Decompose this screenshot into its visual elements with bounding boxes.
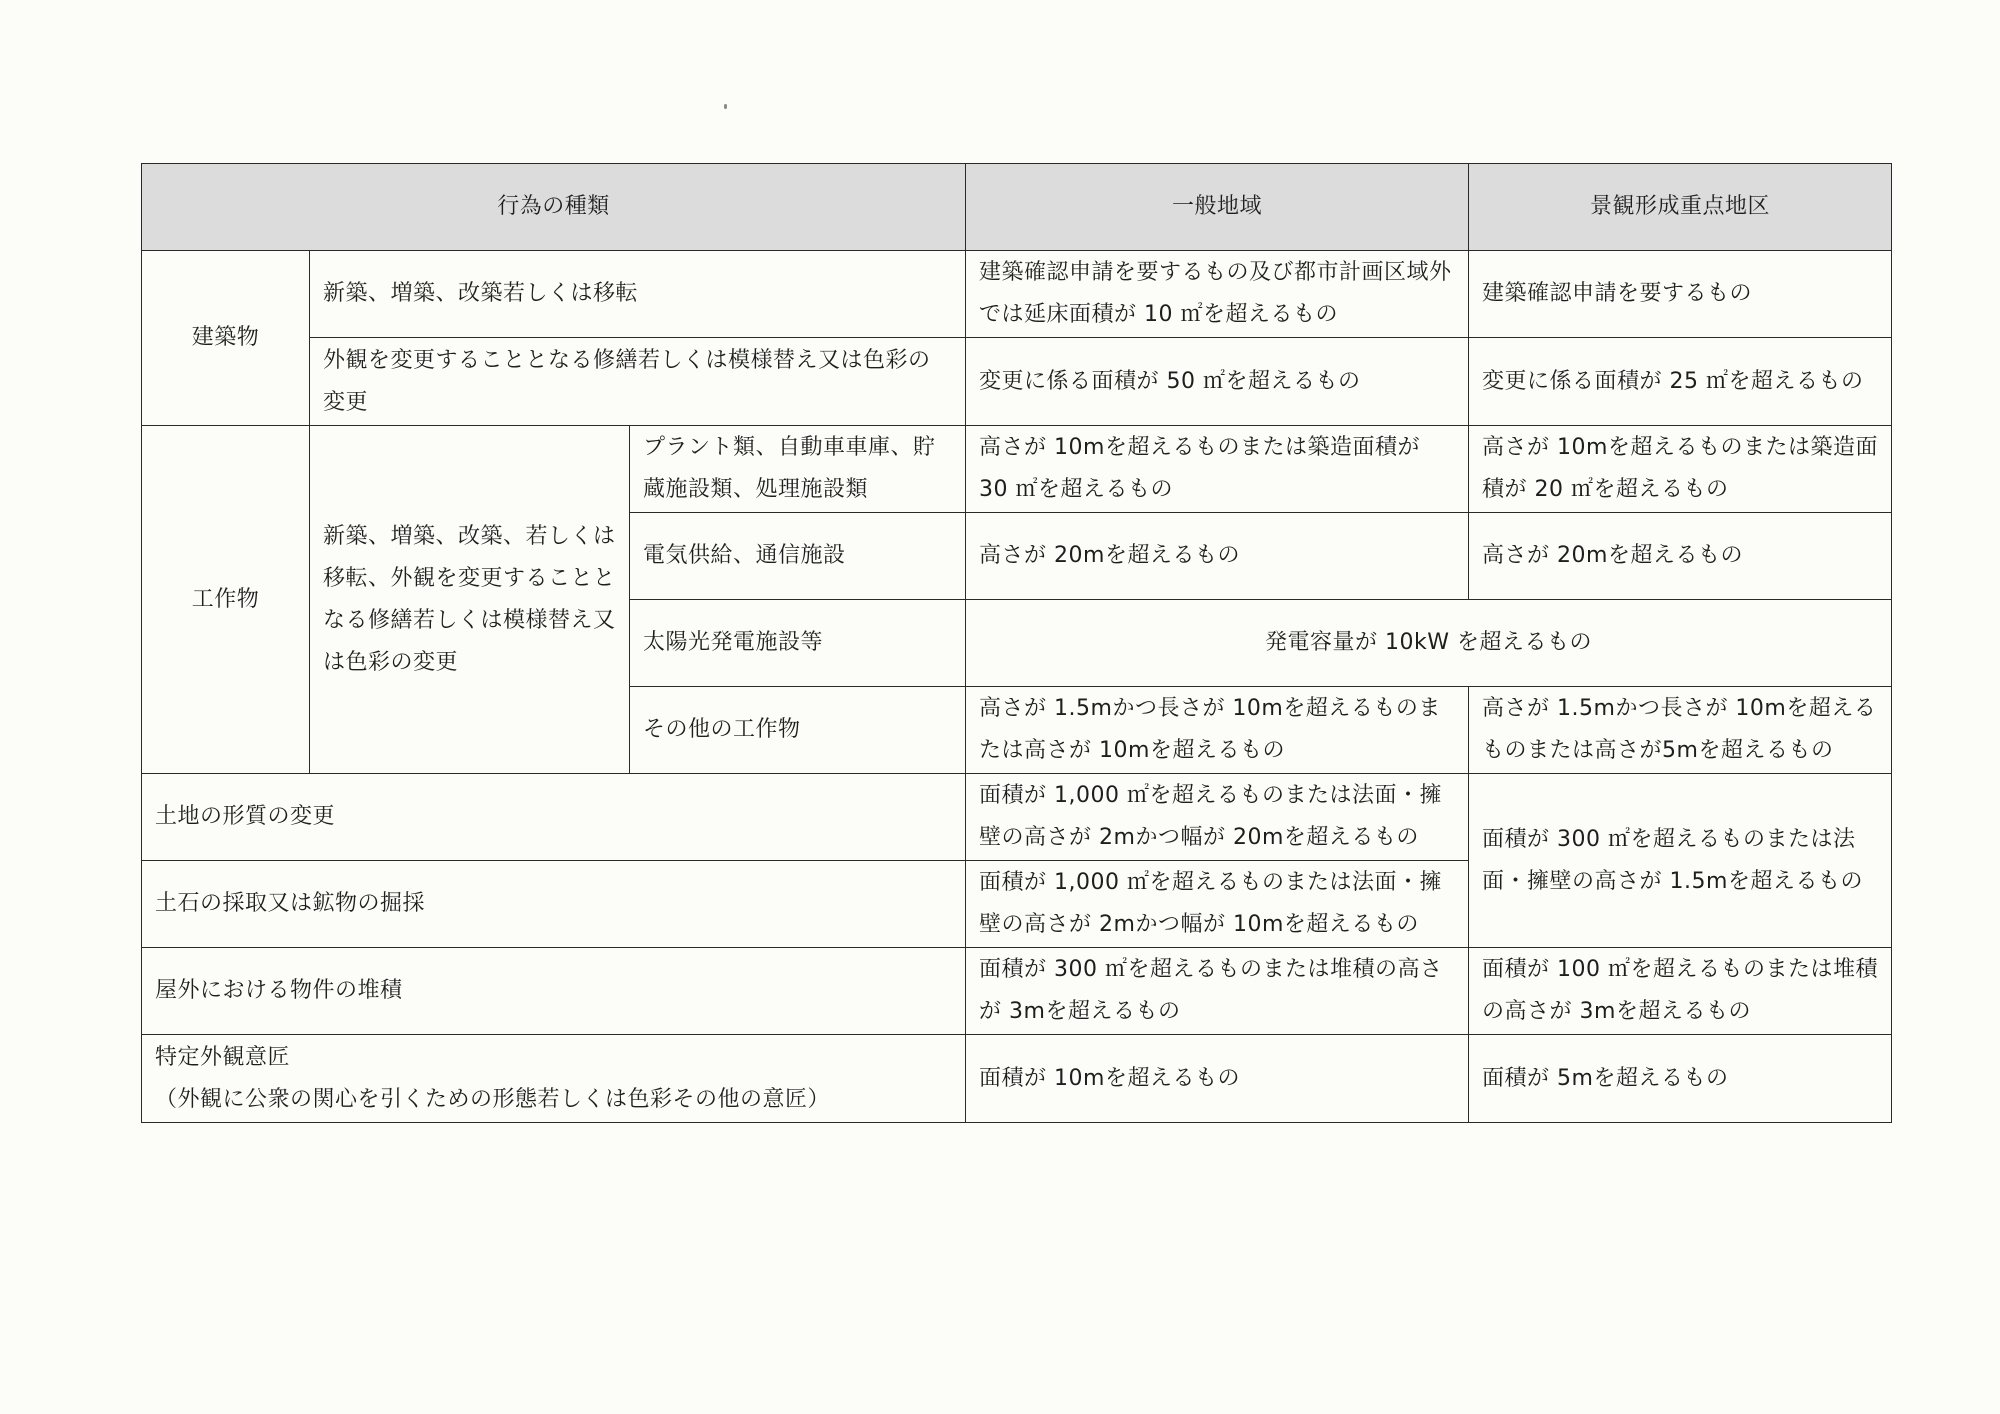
- special-design-priority: 面積が 5mを超えるもの: [1469, 1035, 1892, 1123]
- structure-solar-threshold: 発電容量が 10kW を超えるもの: [966, 600, 1892, 687]
- structure-category: 工作物: [142, 426, 310, 774]
- land-form-label: 土地の形質の変更: [142, 774, 966, 861]
- structure-other-label: その他の工作物: [630, 687, 966, 774]
- building-new-build-label: 新築、増築、改築若しくは移転: [310, 251, 966, 338]
- outdoor-storage-priority: 面積が 100 ㎡を超えるものまたは堆積の高さが 3mを超えるもの: [1469, 948, 1892, 1035]
- special-design-label: 特定外観意匠: [155, 1044, 291, 1070]
- table-row: [142, 774, 1892, 861]
- outdoor-storage-general: 面積が 300 ㎡を超えるものまたは堆積の高さが 3mを超えるもの: [966, 948, 1469, 1035]
- building-exterior-change-general: 変更に係る面積が 50 ㎡を超えるもの: [966, 338, 1469, 426]
- soil-extraction-general: 面積が 1,000 ㎡を超えるものまたは法面・擁壁の高さが 2mかつ幅が 10mを超えるもの: [966, 861, 1469, 948]
- structure-electric-label: 電気供給、通信施設: [630, 513, 966, 600]
- structure-plant-general: 高さが 10mを超えるものまたは築造面積が 30 ㎡を超えるもの: [966, 426, 1469, 513]
- structure-electric-general: 高さが 20mを超えるもの: [966, 513, 1469, 600]
- table-row: [142, 948, 1892, 1035]
- table-row: [142, 1035, 1892, 1123]
- building-exterior-change-priority: 変更に係る面積が 25 ㎡を超えるもの: [1469, 338, 1892, 426]
- header-general-area: 一般地域: [966, 164, 1469, 251]
- table-row: [142, 426, 1892, 513]
- table-row: [142, 251, 1892, 338]
- structure-other-priority: 高さが 1.5mかつ長さが 10mを超えるものまたは高さが5mを超えるもの: [1469, 687, 1892, 774]
- special-design-cell: [142, 1035, 966, 1123]
- scan-speck: [724, 104, 727, 109]
- structure-electric-priority: 高さが 20mを超えるもの: [1469, 513, 1892, 600]
- building-new-build-priority: 建築確認申請を要するもの: [1469, 251, 1892, 338]
- structure-plant-priority: 高さが 10mを超えるものまたは築造面積が 20 ㎡を超えるもの: [1469, 426, 1892, 513]
- building-category: 建築物: [142, 251, 310, 426]
- outdoor-storage-label: 屋外における物件の堆積: [142, 948, 966, 1035]
- header-row: [142, 164, 1892, 251]
- landscape-regulation-table: [141, 163, 1892, 1123]
- structure-other-general: 高さが 1.5mかつ長さが 10mを超えるものまたは高さが 10mを超えるもの: [966, 687, 1469, 774]
- structure-plant-label: プラント類、自動車車庫、貯蔵施設類、処理施設類: [630, 426, 966, 513]
- header-activity-type: 行為の種類: [142, 164, 966, 251]
- special-design-note: （外観に公衆の関心を引くための形態若しくは色彩その他の意匠）: [155, 1086, 831, 1112]
- header-priority-district: 景観形成重点地区: [1469, 164, 1892, 251]
- table-row: [142, 338, 1892, 426]
- land-form-general: 面積が 1,000 ㎡を超えるものまたは法面・擁壁の高さが 2mかつ幅が 20mを超えるもの: [966, 774, 1469, 861]
- soil-extraction-label: 土石の採取又は鉱物の掘採: [142, 861, 966, 948]
- land-shared-priority: 面積が 300 ㎡を超えるものまたは法面・擁壁の高さが 1.5mを超えるもの: [1469, 774, 1892, 948]
- special-design-general: 面積が 10mを超えるもの: [966, 1035, 1469, 1123]
- building-exterior-change-label: 外観を変更することとなる修繕若しくは模様替え又は色彩の変更: [310, 338, 966, 426]
- building-new-build-general: 建築確認申請を要するもの及び都市計画区域外では延床面積が 10 ㎡を超えるもの: [966, 251, 1469, 338]
- structure-activity: 新築、増築、改築、若しくは移転、外観を変更することとなる修繕若しくは模様替え又は色彩の変更: [310, 426, 630, 774]
- structure-solar-label: 太陽光発電施設等: [630, 600, 966, 687]
